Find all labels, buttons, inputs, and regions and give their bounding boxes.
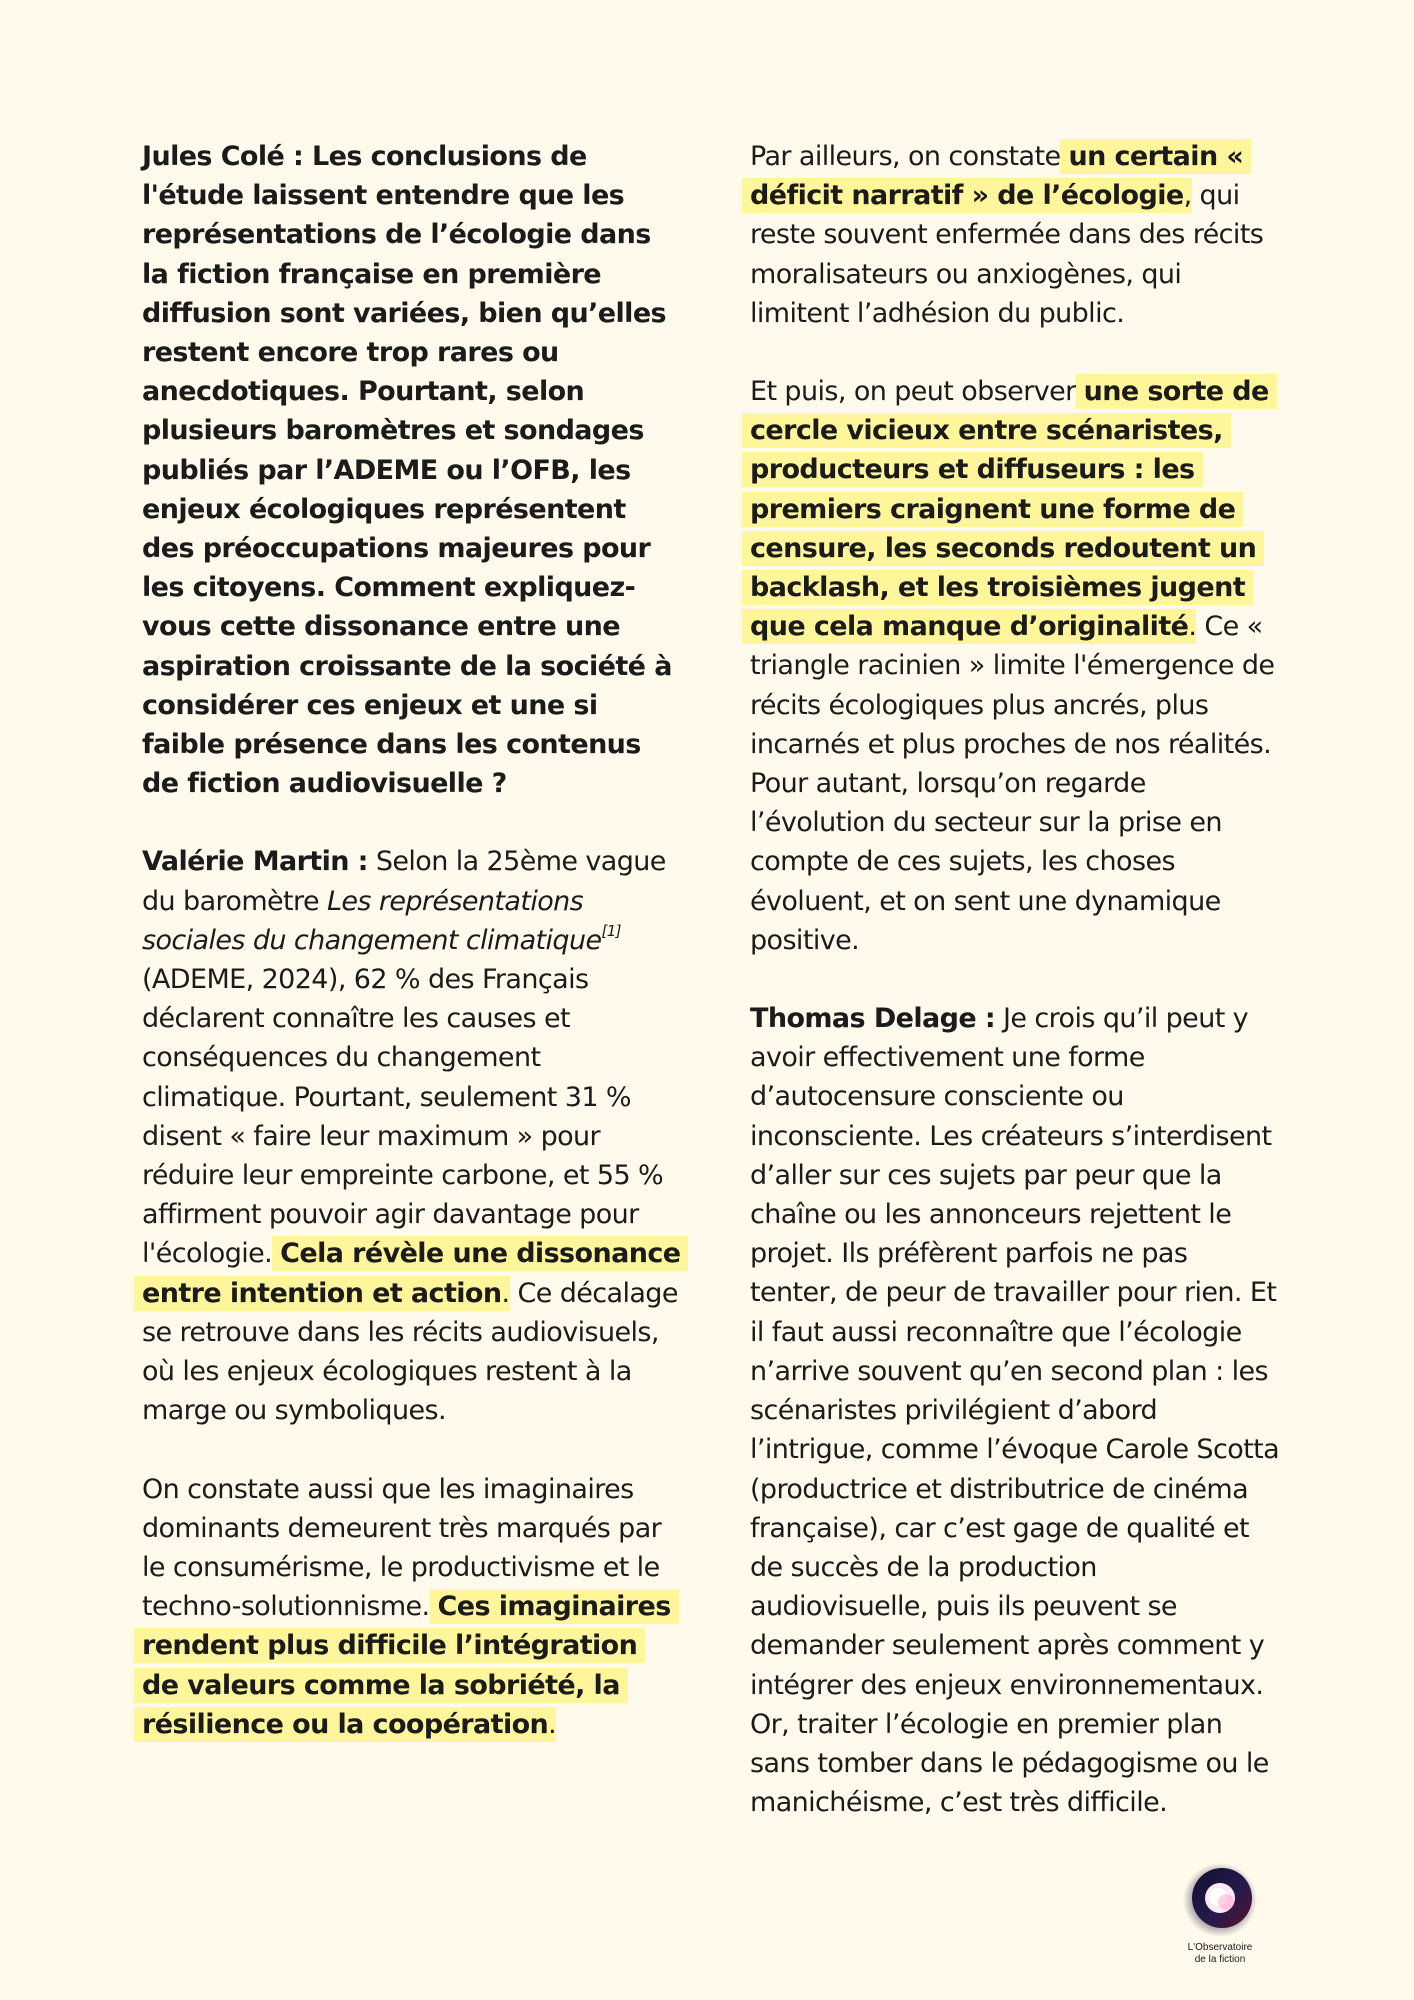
question-paragraph (142, 137, 682, 803)
right-column (750, 137, 1280, 1822)
logo-line-2: de la fiction (1194, 1954, 1246, 1965)
answer-speaker: Valérie Martin : (142, 846, 368, 878)
thomas-speaker: Thomas Delage : (750, 1003, 996, 1035)
barometer-title: Les représentations sociales du changement climatique (142, 885, 602, 956)
question-text: Les conclusions de l'étude laissent entendre que les représentations de l’écologie dans la fiction française en première diffusion sont variées, bien qu’elles restent encore trop rares ou anecdotiques. Pourtant, selon plusieurs baromètres et sondages publiés par l’ADEME ou l’OFB, les enjeux écologiques représentent des préoccupations majeures pour les citoyens. Comment expliquez-vous cette dissonance entre une aspiration croissante de la société à considérer ces enjeux et une si faible présence dans les contenus de fiction audiovisuelle ? (142, 141, 672, 800)
highlight-imaginaries: Ces imaginaires rendent plus difficile l’intégration de valeurs comme la sobriété, la résilience ou la coopération (134, 1589, 679, 1742)
left-column (142, 137, 682, 1744)
right-paragraph-2 (750, 372, 1280, 960)
logo-ring-icon (1182, 1862, 1258, 1938)
answer-stats: (ADEME, 2024), 62 % des Français déclarent connaître les causes et conséquences du changement climatique. Pourtant, seulement 31 % disent « faire leur maximum » pour réduire leur empreinte carbone, et 55 % affirment pouvoir agir davantage pour l'écologie. (142, 964, 664, 1270)
highlight-vicious-circle: une sorte de cercle vicieux entre scénaristes, producteurs et diffuseurs : les premiers craignent une forme de censure, les seconds redoutent un backlash, et les troisièmes jugent que cela manque d’originalité (742, 374, 1277, 644)
answer-conclusion: . Ce décalage se retrouve dans les récits audiovisuels, où les enjeux écologiques restent à la marge ou symboliques. (142, 1277, 678, 1427)
imaginaries-text: On constate aussi que les imaginaires dominants demeurent très marqués par le consumérisme, le productivisme et le techno-solutionnisme. (142, 1473, 662, 1623)
narrative-intro: Par ailleurs, on constate (750, 141, 1061, 172)
narrative-text: , qui reste souvent enfermée dans des récits moralisateurs ou anxiogènes, qui limitent l’adhésion du public. (750, 180, 1264, 329)
answer-paragraph-2 (142, 1470, 682, 1744)
cycle-intro: Et puis, on peut observer (750, 376, 1076, 408)
answer-intro: Selon la 25ème vague du baromètre (142, 846, 666, 917)
logo-line-1: L'Observatoire (1187, 1942, 1253, 1953)
question-speaker: Jules Colé : (142, 141, 304, 172)
observatoire-logo (1170, 1862, 1270, 1966)
right-paragraph-3 (750, 999, 1280, 1822)
logo-text (1170, 1942, 1270, 1966)
right-paragraph-1 (750, 137, 1280, 333)
imaginaries-end: . (548, 1708, 557, 1740)
cycle-text: . Ce « triangle racinien » limite l'émergence de récits écologiques plus ancrés, plus incarnés et plus proches de nos réalités. Pour autant, lorsqu’on regarde l’évolution du secteur sur la prise en compte de ces sujets, les choses évoluent, et on sent une dynamique positive. (750, 611, 1275, 956)
highlight-narrative-deficit: un certain « déficit narratif » de l’écologie (742, 139, 1251, 213)
footnote-ref[interactable]: [1] (601, 921, 621, 940)
highlight-dissonance: Cela révèle une dissonance entre intention et action (134, 1236, 688, 1310)
answer-paragraph-1 (142, 842, 682, 1430)
thomas-text: Je crois qu’il peut y avoir effectivement une forme d’autocensure consciente ou inconsciente. Les créateurs s’interdisent d’aller sur ces sujets par peur que la chaîne ou les annonceurs rejettent le projet. Ils préfèrent parfois ne pas tenter, de peur de travailler pour rien. Et il faut aussi reconnaître que l’écologie n’arrive souvent qu’en second plan : les scénaristes privilégient d’abord l’intrigue, comme l’évoque Carole Scotta (productrice et distributrice de cinéma française), car c’est gage de qualité et de succès de la production audiovisuelle, puis ils peuvent se demander seulement après comment y intégrer des enjeux environnementaux. Or, traiter l’écologie en premier plan sans tomber dans le pédagogisme ou le manichéisme, c’est très difficile. (750, 1003, 1280, 1819)
